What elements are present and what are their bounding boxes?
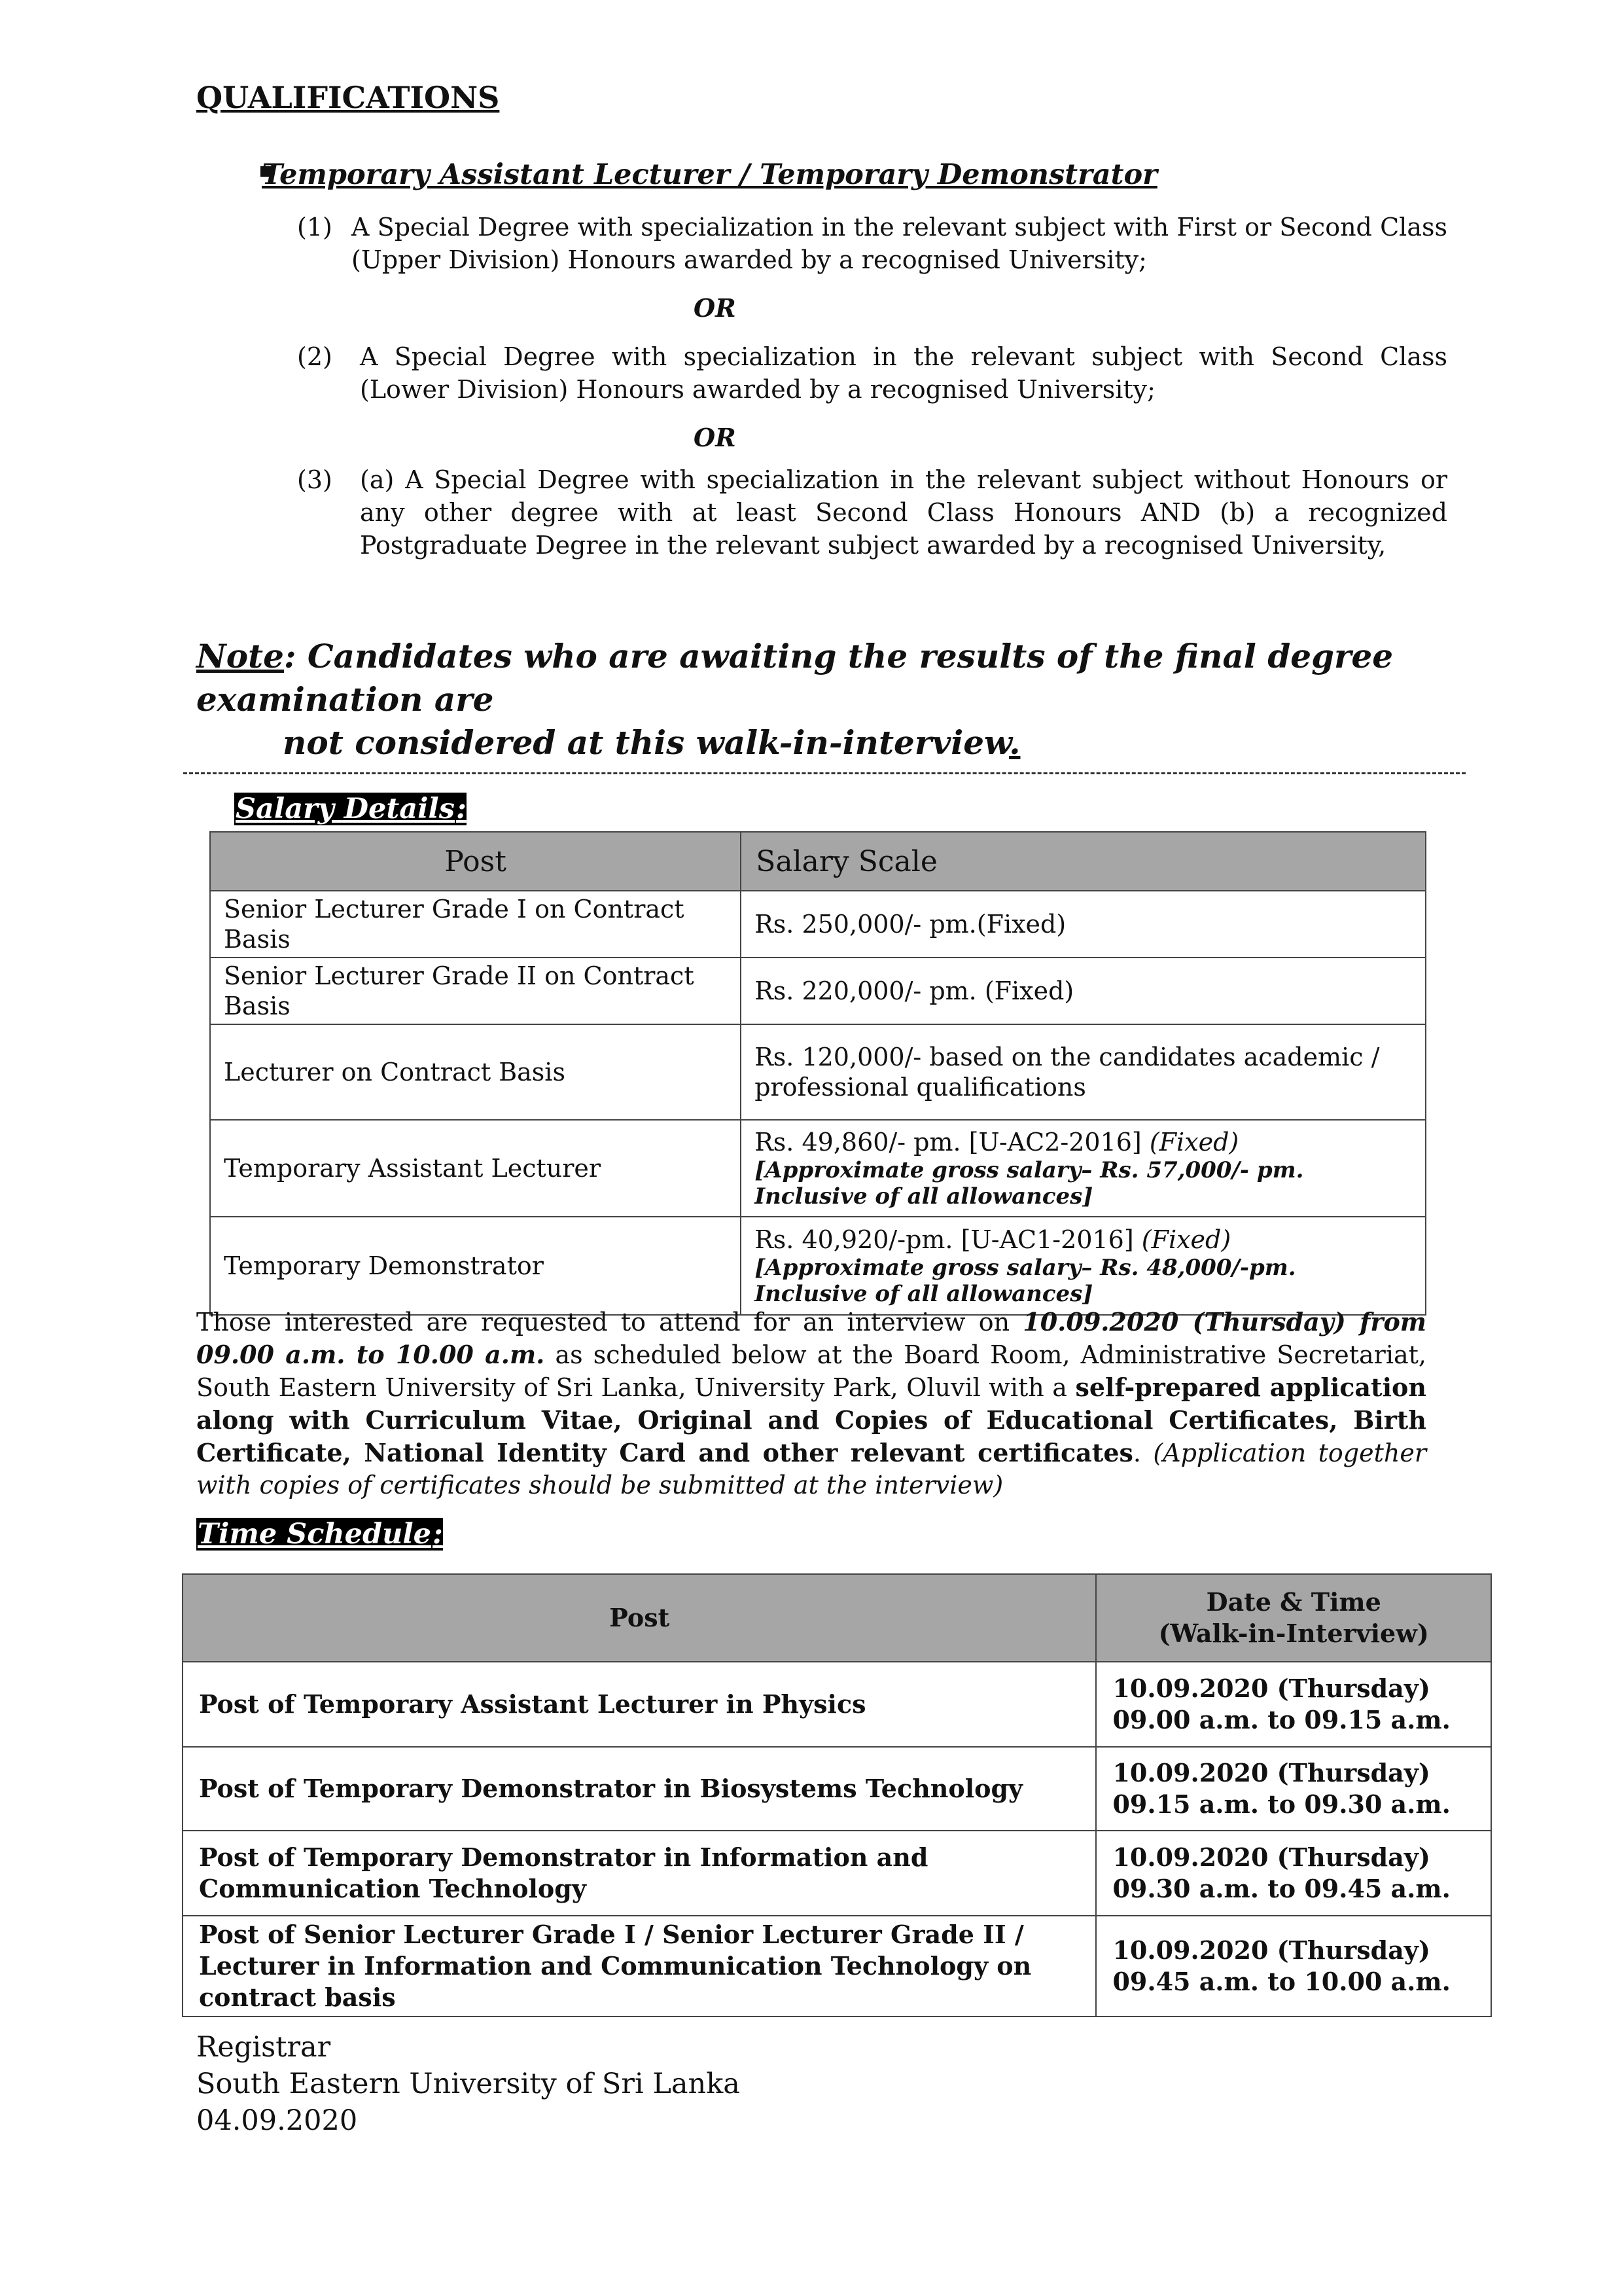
schedule-heading [196,1517,443,1551]
note-end: . [1009,723,1021,762]
schedule-title: Time Schedule [198,1518,432,1551]
qualification-number: (3) [297,465,332,494]
schedule-date: 10.09.2020 (Thursday) [1112,1842,1430,1872]
signature-org: South Eastern University of Sri Lanka [196,2068,740,2100]
table-row [183,1916,1491,2017]
qualification-text: A Special Degree with specialization in the relevant subject with First or Second Class (Upper Division) Honours awarded by a recognised University; [351,213,1447,274]
schedule-time: 09.30 a.m. to 09.45 a.m. [1112,1874,1451,1903]
qualification-subheading: Temporary Assistant Lecturer / Temporary Demonstrator [262,158,1157,191]
salary-fixed: (Fixed) [1141,1225,1231,1254]
intro-documents: self-prepared application along with Curriculum Vitae, Original and Copies of Educational Certificates, Birth Certificate, National Identity Card and other relevant certificates [196,1372,1426,1467]
salary-heading [234,792,467,826]
schedule-post: Post of Temporary Demonstrator in Biosystems Technology [183,1747,1096,1831]
schedule-date: 10.09.2020 (Thursday) [1112,1758,1430,1787]
table-row [210,891,1426,958]
schedule-header-row [183,1574,1491,1662]
intro-text: as scheduled below at the Board Room, Administrative Secretariat, South Eastern University of Sri Lanka, University Park, Oluvil with a [196,1340,1426,1402]
schedule-header-post: Post [183,1574,1096,1662]
table-row [210,1120,1426,1217]
salary-post: Senior Lecturer Grade II on Contract Basis [210,958,741,1024]
salary-post: Temporary Demonstrator [210,1217,741,1315]
salary-header-post: Post [210,832,741,891]
salary-table [209,831,1426,1316]
schedule-header-walkin: (Walk-in-Interview) [1158,1619,1429,1648]
qualification-number: (1) [297,213,332,242]
salary-gross-note: [Approximate gross salary– Rs. 57,000/- pm. Inclusive of all allowances] [754,1157,1304,1210]
signature-title: Registrar [196,2031,331,2064]
salary-scale: Rs. 250,000/- pm.(Fixed) [741,891,1426,958]
salary-header-row [210,832,1426,891]
salary-post: Temporary Assistant Lecturer [210,1120,741,1217]
salary-scale: Rs. 49,860/- pm. [U-AC2-2016] [754,1128,1142,1157]
intro-datetime: 10.09.2020 (Thursday) from 09.00 a.m. to 10.00 a.m. [196,1307,1427,1369]
schedule-datetime [1096,1916,1491,2017]
qualification-text: A Special Degree with specialization in the relevant subject with Second Class (Lower Division) Honours awarded by a recognised University; [360,342,1447,404]
table-row [183,1662,1491,1747]
table-row [210,1217,1426,1315]
table-row [183,1747,1491,1831]
schedule-header-date-line: Date & Time [1206,1587,1381,1617]
schedule-time: 09.45 a.m. to 10.00 a.m. [1112,1967,1451,1996]
salary-scale: Rs. 40,920/-pm. [U-AC1-2016] [754,1225,1134,1254]
intro-text: Those interested are requested to attend for an interview on [196,1308,1023,1336]
schedule-post: Post of Temporary Demonstrator in Information and Communication Technology [183,1831,1096,1916]
salary-gross-note: [Approximate gross salary– Rs. 48,000/-pm. Inclusive of all allowances] [754,1255,1296,1307]
qualification-number: (2) [297,342,332,371]
table-row [183,1831,1491,1916]
schedule-title-colon: : [432,1518,443,1551]
salary-scale-cell [741,1120,1426,1217]
note-line-1: : Candidates who are awaiting the results of the final degree examination are [196,637,1394,719]
table-row [210,958,1426,1024]
salary-post: Lecturer on Contract Basis [210,1024,741,1120]
salary-post: Senior Lecturer Grade I on Contract Basis [210,891,741,958]
or-separator: OR [694,423,736,452]
schedule-table [182,1573,1492,2017]
salary-scale: Rs. 120,000/- based on the candidates academic / professional qualifications [741,1024,1426,1120]
schedule-datetime [1096,1831,1491,1916]
table-row [210,1024,1426,1120]
signature-date: 04.09.2020 [196,2104,358,2137]
interview-paragraph [196,1306,1426,1501]
page-heading: QUALIFICATIONS [196,80,500,115]
salary-title: Salary Details [236,793,455,825]
qualification-text: (a) A Special Degree with specialization in the relevant subject without Honours or any other degree with at least Second Class Honours AND (b) a recognized Postgraduate Degree in the relevant subject awarded by a recognised University, [360,465,1447,560]
note-line-2: not considered at this walk-in-interview [283,723,1010,762]
schedule-time: 09.00 a.m. to 09.15 a.m. [1112,1705,1451,1734]
salary-scale: Rs. 220,000/- pm. (Fixed) [741,958,1426,1024]
schedule-date: 10.09.2020 (Thursday) [1112,1674,1430,1703]
schedule-post: Post of Temporary Assistant Lecturer in Physics [183,1662,1096,1747]
signature-block [196,2029,740,2139]
intro-text: . [1133,1439,1154,1467]
salary-scale-cell [741,1217,1426,1315]
dashed-divider [183,772,1466,774]
schedule-time: 09.15 a.m. to 09.30 a.m. [1112,1789,1451,1819]
schedule-header-date [1096,1574,1491,1662]
or-separator: OR [694,293,736,323]
intro-note: (Application together with copies of certificates should be submitted at the interview) [196,1439,1426,1499]
schedule-post: Post of Senior Lecturer Grade I / Senior Lecturer Grade II / Lecturer in Information and Communication Technology on contract basis [183,1916,1096,2017]
schedule-datetime [1096,1747,1491,1831]
salary-title-colon: : [455,793,467,825]
salary-fixed: (Fixed) [1149,1128,1239,1157]
schedule-date: 10.09.2020 (Thursday) [1112,1935,1430,1965]
salary-header-scale: Salary Scale [741,832,1426,891]
note-label: Note [196,637,284,675]
schedule-datetime [1096,1662,1491,1747]
note-block [196,635,1439,764]
